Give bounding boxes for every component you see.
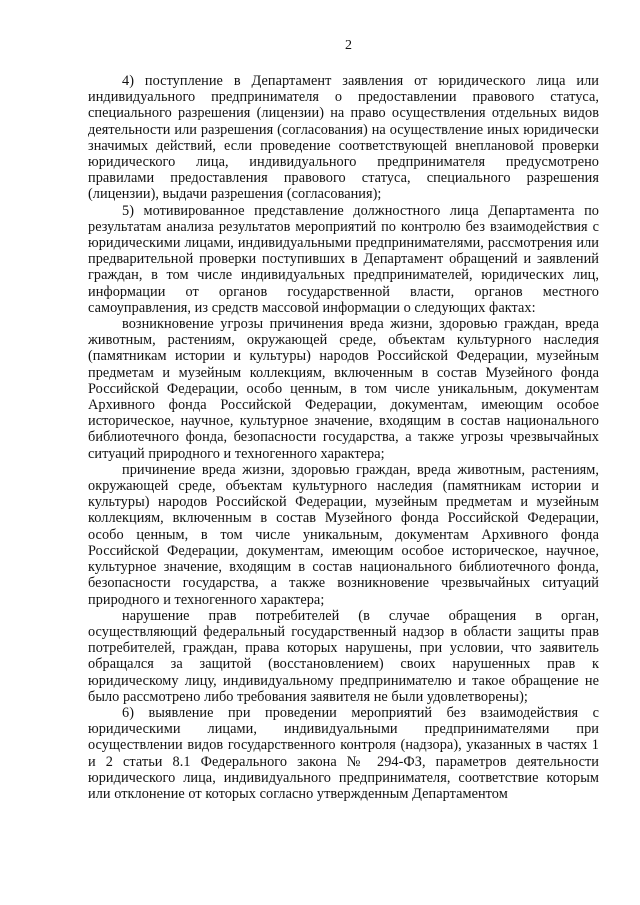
paragraph-harm-caused: причинение вреда жизни, здоровью граждан, вреда животным, растениям, окружающей среде, объектам культурного наследия (памятникам истории и культуры) народов Российской Федерации, музейным предметам и музейным коллекциям, включенным в состав Музейного фонда Российской Федерации, особо ценным, в том числе уникальным, документам Архивного фонда Российской Федерации, документам, имеющим особое историческое, научное, культурное значение, входящим в состав национального библиотечного фонда, безопасности государства, а также возникновение чрезвычайных ситуаций природного и техногенного характера;: [88, 461, 599, 608]
paragraph-threat-of-harm: возникновение угрозы причинения вреда жизни, здоровью граждан, вреда животным, растениям, окружающей среде, объектам культурного наследия (памятникам истории и культуры) народов Российской Федерации, музейным предметам и музейным коллекциям, включенным в состав Музейного фонда Российской Федерации, особо ценным, в том числе уникальным, документам Архивного фонда Российской Федерации, документам, имеющим особое историческое, научное, культурное значение, входящим в состав национального библиотечного фонда, безопасности государства, а также угрозы чрезвычайных ситуаций природного и техногенного характера;: [88, 316, 599, 462]
document-body: [88, 73, 599, 802]
paragraph-item-4: 4) поступление в Департамент заявления от юридического лица или индивидуального предпринимателя о предоставлении правового статуса, специального разрешения (лицензии) на право осуществления отдельных видов деятельности или разрешения (согласования) на осуществление иных юридически значимых действий, если проведение соответствующей внеплановой проверки юридического лица, индивидуального предпринимателя предусмотрено правилами предоставления правового статуса, специального разрешения (лицензии), выдачи разрешения (согласования);: [88, 73, 599, 203]
paragraph-consumer-rights: нарушение прав потребителей (в случае обращения в орган, осуществляющий федеральный государственный надзор в области защиты прав потребителей, граждан, права которых нарушены, при условии, что заявитель обращался за защитой (восстановлением) своих нарушенных прав к юридическому лицу, индивидуальному предпринимателю и такое обращение не было рассмотрено либо требования заявителя не были удовлетворены);: [88, 607, 599, 705]
paragraph-item-5: 5) мотивированное представление должностного лица Департамента по результатам анализа результатов мероприятий по контролю без взаимодействия с юридическими лицами, индивидуальными предпринимателями, рассмотрения или предварительной проверки поступивших в Департамент обращений и заявлений граждан, в том числе индивидуальных предпринимателей, юридических лиц, информации от органов государственной власти, органов местного самоуправления, из средств массовой информации о следующих фактах:: [88, 202, 599, 316]
paragraph-item-6: 6) выявление при проведении мероприятий без взаимодействия с юридическими лицами, индивидуальными предпринимателями при осуществлении видов государственного контроля (надзора), указанных в частях 1 и 2 статьи 8.1 Федерального закона № 294-ФЗ, параметров деятельности юридического лица, индивидуального предпринимателя, соответствие которым или отклонение от которых согласно утвержденным Департаментом: [88, 704, 599, 802]
page-number: 2: [345, 38, 352, 53]
